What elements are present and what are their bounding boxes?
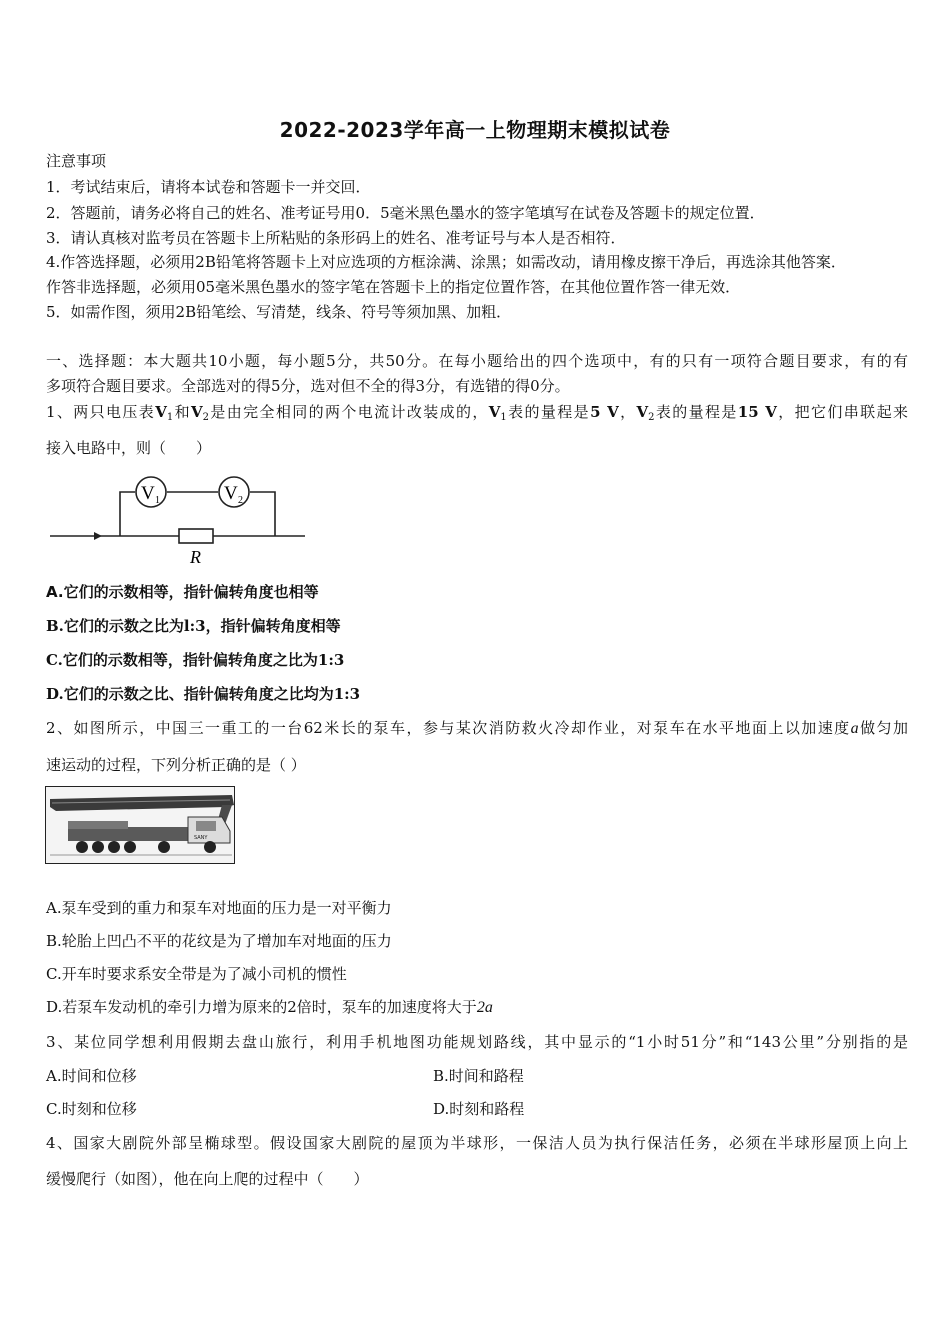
q3-option-b: B.时间和路程 — [433, 1067, 524, 1085]
q2-option-d: D.若泵车发动机的牵引力增为原来的2倍时，泵车的加速度将大于2a — [46, 998, 493, 1016]
q1-stem-line-1: 1、两只电压表$V_1$和$V_2$是由完全相同的两个电流计改装成的，$V_1$表的量程是5 V，$V_2$表的量程是15 V，把它们串联起来 — [46, 403, 908, 423]
meter-v2-sub: 2 — [238, 495, 243, 506]
q1-stem-line-2: 接入电路中，则（ ） — [46, 439, 212, 457]
notice-item-4-cont: 作答非选择题，必须用05毫米黑色墨水的签字笔在答题卡上的指定位置作答，在其他位置作答一律无效． — [46, 278, 741, 296]
q1-option-d: D.它们的示数之比、指针偏转角度之比均为1:3 — [46, 685, 361, 703]
section-intro-line-2: 多项符合题目要求。全部选对的得5分，选对但不全的得3分，有选错的得0分。 — [46, 377, 570, 395]
notice-item-5: 5．如需作图，须用2B铅笔绘、写清楚，线条、符号等须加黑、加粗． — [46, 303, 512, 321]
q3-option-d: D.时刻和路程 — [433, 1100, 525, 1118]
q4-stem-line-1: 4、国家大剧院外部呈椭球型。假设国家大剧院的屋顶为半球形，一保洁人员为执行保洁任务，必须在半球形屋顶上向上 — [46, 1134, 908, 1152]
pump-truck-icon — [46, 787, 235, 864]
q3-option-a: A.时间和位移 — [46, 1067, 137, 1085]
notice-item-2: 2．答题前，请务必将自己的姓名、准考证号用0．5毫米黑色墨水的签字笔填写在试卷及答题卡的规定位置． — [46, 204, 765, 222]
notice-item-3: 3．请认真核对监考员在答题卡上所粘贴的条形码上的姓名、准考证号与本人是否相符． — [46, 229, 626, 247]
q2-pump-truck-image — [45, 786, 235, 864]
meter-v2-label: V — [224, 483, 238, 504]
q3-option-c: C.时刻和位移 — [46, 1100, 137, 1118]
q4-stem-line-2: 缓慢爬行（如图），他在向上爬的过程中（ ） — [46, 1170, 369, 1188]
notice-item-1: 1．考试结束后，请将本试卷和答题卡一并交回． — [46, 178, 371, 196]
notice-item-4: 4.作答选择题，必须用2B铅笔将答题卡上对应选项的方框涂满、涂黑；如需改动，请用橡皮擦干净后，再选涂其他答案． — [46, 253, 846, 271]
q1-option-b: B.它们的示数之比为l:3，指针偏转角度相等 — [46, 617, 341, 635]
q1-circuit-diagram — [46, 475, 326, 565]
meter-v1-label: V — [141, 483, 155, 504]
resistor-label: R — [190, 547, 201, 565]
section-intro-line-1: 一、选择题：本大题共10小题，每小题5分，共50分。在每小题给出的四个选项中，有的只有一项符合题目要求，有的有 — [46, 352, 908, 370]
notice-heading: 注意事项 — [46, 152, 107, 170]
page-title: 2022-2023学年高一上物理期末模拟试卷 — [279, 118, 671, 142]
q3-stem-line-1: 3、某位同学想利用假期去盘山旅行，利用手机地图功能规划路线，其中显示的“1小时51分”和“143公里”分别指的是 — [46, 1033, 908, 1051]
q2-stem-line-2: 速运动的过程，下列分析正确的是（ ） — [46, 756, 306, 774]
q2-stem-line-1: 2、如图所示，中国三一重工的一台62米长的泵车，参与某次消防救火冷却作业，对泵车在水平地面上以加速度a做匀加 — [46, 719, 908, 737]
q2-option-c: C.开车时要求系安全带是为了减小司机的惯性 — [46, 965, 347, 983]
q2-option-b: B.轮胎上凹凸不平的花纹是为了增加车对地面的压力 — [46, 932, 392, 950]
meter-v1-sub: 1 — [155, 495, 160, 506]
q1-option-c: C.它们的示数相等，指针偏转角度之比为1:3 — [46, 651, 345, 669]
q1-option-a: A.它们的示数相等，指针偏转角度也相等 — [46, 583, 319, 601]
svg-text:SANY: SANY — [194, 835, 208, 841]
q2-option-a: A.泵车受到的重力和泵车对地面的压力是一对平衡力 — [46, 899, 392, 917]
